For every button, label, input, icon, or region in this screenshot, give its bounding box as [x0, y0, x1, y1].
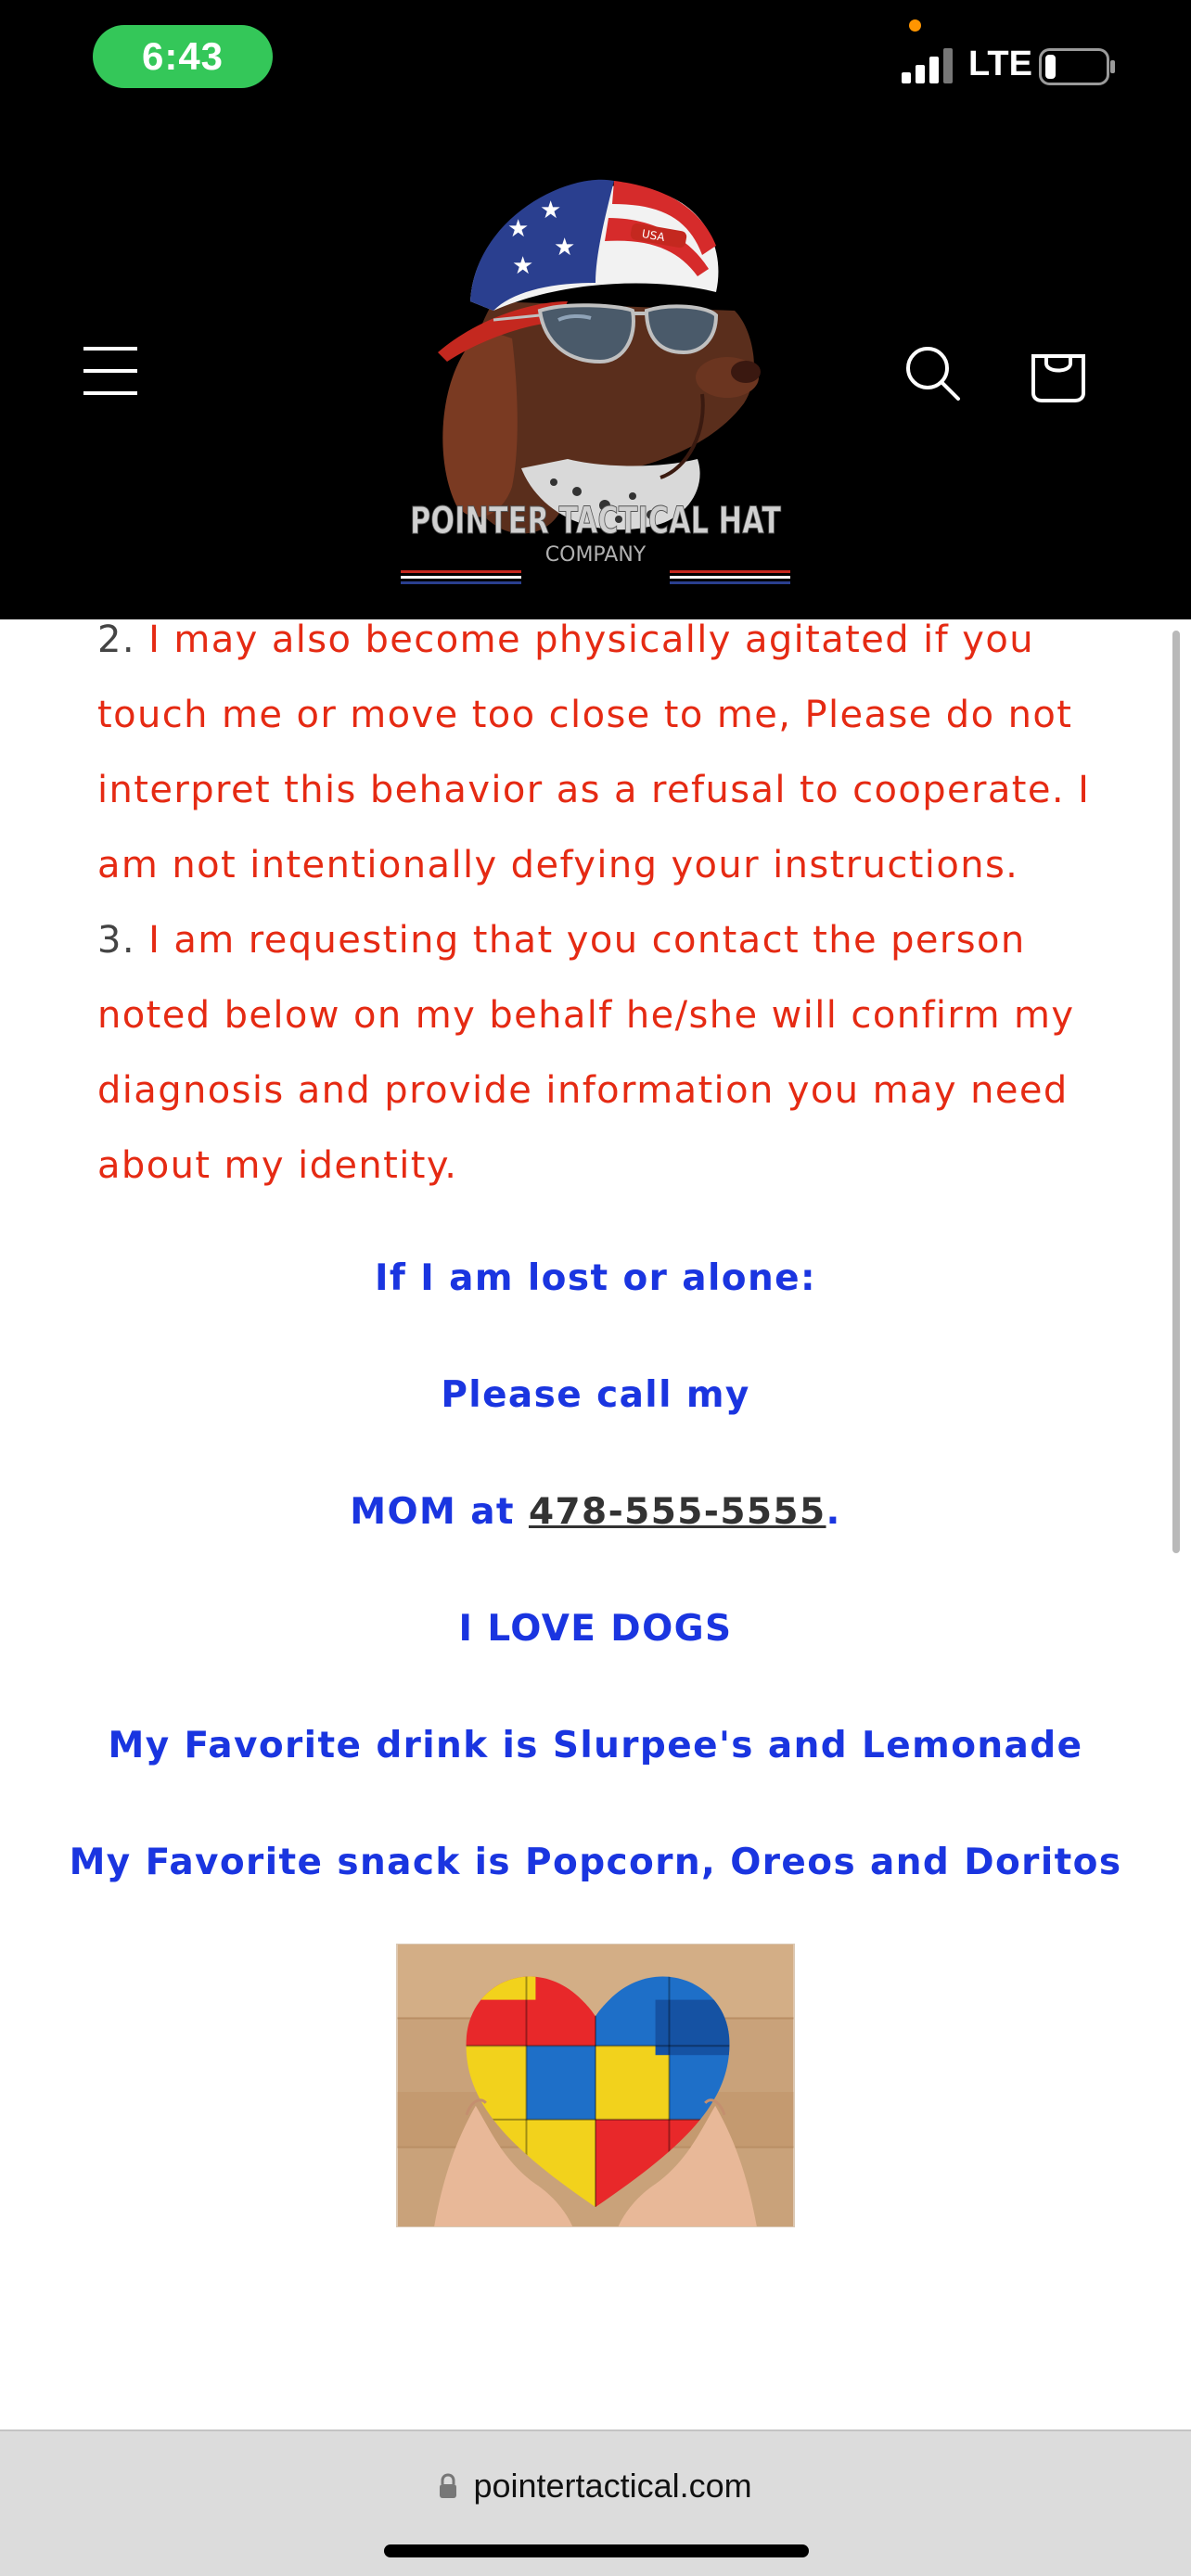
logo-hat-text: USA [640, 226, 666, 245]
list-item-number: 2. [97, 618, 135, 661]
search-icon[interactable] [904, 345, 962, 402]
list-item-number: 3. [97, 919, 135, 962]
logo-subtext: COMPANY [544, 543, 647, 567]
svg-text:★: ★ [507, 215, 530, 243]
cellular-signal-icon [902, 48, 957, 83]
list-item [97, 603, 1136, 903]
lock-icon [439, 2473, 457, 2499]
mom-contact-line [0, 1486, 1191, 1538]
logo-wordmark: POINTER TACTICAL HAT [410, 500, 782, 542]
phone-link[interactable]: 478-555-5555 [528, 1491, 826, 1533]
list-item-text: I am requesting that you contact the person noted below on my behalf he/she will confirm my diagnosis and provide information you may need about my identity. [97, 919, 1075, 1187]
please-call-text: Please call my [441, 1374, 750, 1416]
mom-label: MOM at [350, 1491, 529, 1533]
favorite-snack-text: My Favorite snack is Popcorn, Oreos and Doritos [69, 1842, 1122, 1883]
url-domain: pointertactical.com [473, 2467, 752, 2505]
status-time: 6:43 [93, 25, 273, 88]
mom-suffix: . [826, 1491, 841, 1533]
lost-heading: If I am lost or alone: [375, 1257, 816, 1299]
favorite-drink-text: My Favorite drink is Slurpee's and Lemonade [108, 1725, 1083, 1766]
network-type-label: LTE [968, 45, 1032, 83]
url-display[interactable] [0, 2467, 1191, 2506]
browser-url-bar[interactable] [0, 2429, 1191, 2576]
svg-text:★: ★ [540, 197, 562, 224]
list-item-text: I may also become physically agitated if you touch me or move too close to me, Please do not interpret this behavior as a refusal to cooperate. I am not intentionally defying your instructions. [97, 618, 1091, 886]
autism-puzzle-heart-image [396, 1944, 795, 2227]
pointer-tactical-logo[interactable] [382, 162, 809, 593]
home-indicator[interactable] [384, 2544, 809, 2557]
love-dogs-text: I LOVE DOGS [458, 1608, 733, 1650]
list-item [97, 903, 1136, 1204]
svg-text:★: ★ [554, 234, 576, 261]
hamburger-menu-icon[interactable] [83, 345, 139, 397]
privacy-indicator-dot [909, 19, 921, 32]
svg-text:★: ★ [512, 252, 534, 280]
site-header [0, 0, 1191, 619]
cart-icon[interactable] [1028, 343, 1089, 404]
battery-icon [1039, 48, 1117, 85]
